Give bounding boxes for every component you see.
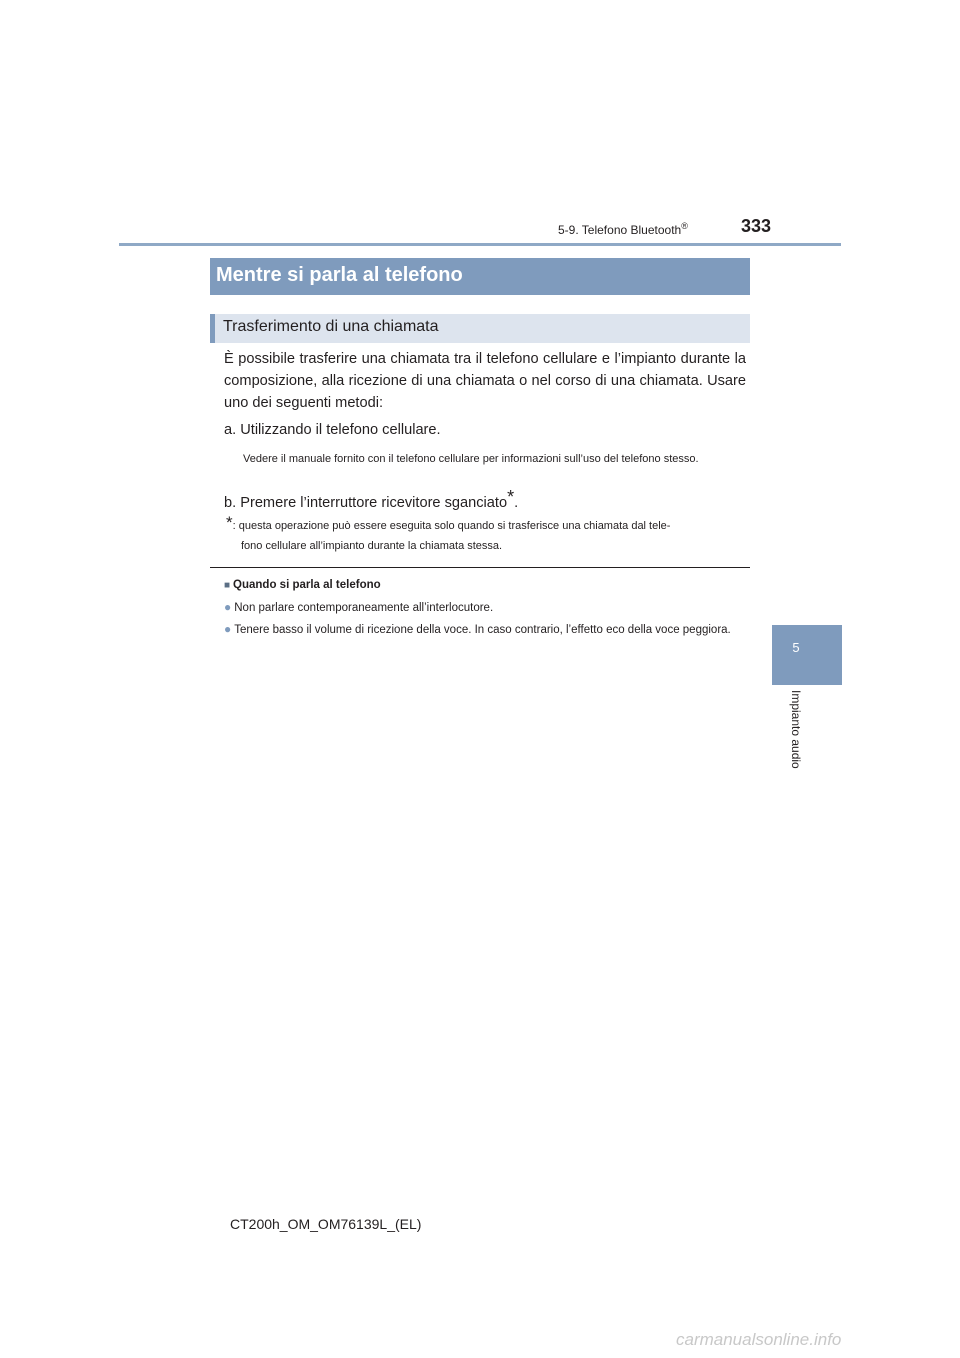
footnote-line-1 — [226, 513, 746, 536]
chapter-tab-label: Impianto audio — [789, 690, 803, 769]
method-a: a. Utilizzando il telefono cellulare. — [224, 422, 441, 438]
method-b-suffix: . — [514, 495, 519, 511]
section-divider — [210, 567, 750, 568]
footnote-text-1: : questa operazione può essere eseguita solo quando si trasferisce una chiamata dal tele- — [232, 520, 671, 532]
note-heading-text: Quando si parla al telefono — [233, 579, 381, 591]
section-subtitle: Trasferimento di una chiamata — [223, 318, 439, 335]
document-code: CT200h_OM_OM76139L_(EL) — [230, 1216, 422, 1232]
asterisk-mark: * — [507, 487, 515, 507]
footnote-asterisk: * — [226, 513, 233, 532]
method-b-text: b. Premere l’interruttore ricevitore sganciato — [224, 495, 508, 511]
list-item-text: Tenere basso il volume di ricezione della voce. In caso contrario, l’effetto eco della voce peggiora. — [234, 624, 731, 636]
registered-mark: ® — [681, 221, 688, 231]
page-title: Mentre si parla al telefono — [216, 264, 463, 286]
running-header — [558, 221, 688, 237]
list-item — [224, 621, 750, 638]
circle-bullet-icon: ● — [224, 600, 232, 614]
intro-paragraph: È possibile trasferire una chiamata tra il telefono cellulare e l’impianto durante la composizione, alla ricezione di una chiamata o nel corso di una chiamata. Usare uno dei seguenti metodi: — [224, 351, 746, 411]
footnote — [226, 513, 746, 556]
subtitle-accent — [210, 314, 215, 343]
circle-bullet-icon: ● — [224, 622, 232, 636]
list-item-text: Non parlare contemporaneamente all’interlocutore. — [234, 602, 494, 614]
footnote-line-2: fono cellulare all’impianto durante la chiamata stessa. — [241, 540, 503, 552]
page-number: 333 — [741, 216, 772, 236]
list-item — [224, 600, 493, 614]
watermark: carmanualsonline.info — [676, 1330, 842, 1349]
note-heading — [224, 579, 381, 591]
method-b — [224, 487, 518, 511]
chapter-tab — [772, 625, 842, 685]
chapter-tab-number: 5 — [792, 640, 800, 655]
method-a-note: Vedere il manuale fornito con il telefono cellulare per informazioni sull’uso del telefono stesso. — [243, 453, 699, 465]
header-divider — [119, 243, 841, 246]
square-bullet-icon: ■ — [224, 580, 231, 591]
section-title: 5-9. Telefono Bluetooth — [558, 223, 682, 237]
